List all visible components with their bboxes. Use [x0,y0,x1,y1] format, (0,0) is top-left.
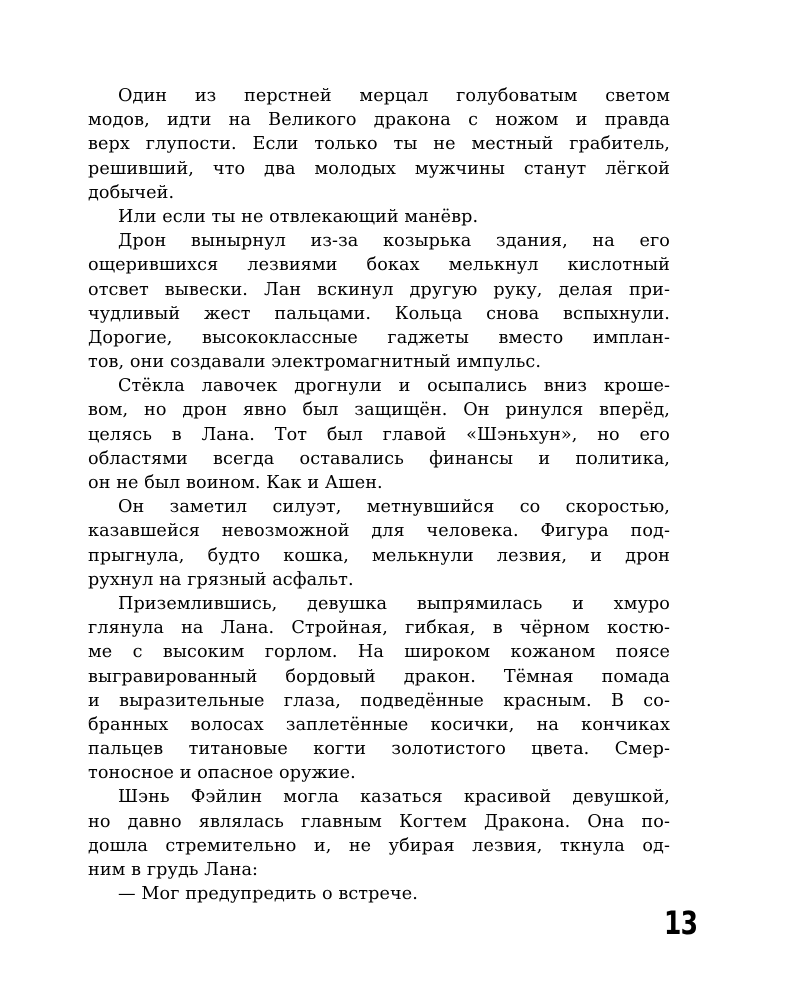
text-line: прыгнула, будто кошка, мелькнули лезвия, и дрон [88,545,670,566]
text-line: казавшейся невозможной для человека. Фигура под- [88,521,670,542]
text-line: Стёкла лавочек дрогнули и осыпались вниз кроше- [118,376,670,397]
text-line: он не был воином. Как и Ашен. [88,473,383,493]
text-line: Один из перстней мерцал голубоватым светом [118,86,670,106]
text-line: но давно являлась главным Когтем Дракона. Она по- [88,811,670,832]
text-line: Шэнь Фэйлин могла казаться красивой девушкой, [118,787,670,808]
text-line: бранных волосах заплетённые косички, на кончиках [88,714,670,735]
text-line: и выразительные глаза, подведённые красным. В со- [88,690,670,711]
text-line: решивший, что два молодых мужчины станут лёгкой [88,158,670,179]
text-line: ме с высоким горлом. На широком кожаном поясе [88,642,670,663]
text-line: верх глупости. Если только ты не местный грабитель, [88,134,670,155]
text-line: модов, идти на Великого дракона с ножом и правда [88,110,670,131]
text-line: Он заметил силуэт, метнувшийся со скоростью, [118,497,670,518]
text-line: добычей. [88,182,175,203]
text-line: Дорогие, высококлассные гаджеты вместо имплан- [88,327,670,348]
text-line: выгравированный бордовый дракон. Тёмная помада [88,666,670,687]
text-line: рухнул на грязный асфальт. [88,569,354,590]
text-line: глянула на Лана. Стройная, гибкая, в чёрном костю- [88,618,670,639]
text-line: областями всегда оставались финансы и политика, [88,448,670,469]
text-line: пальцев титановые когти золотистого цвета. Смер- [88,739,670,760]
text-line: вом, но дрон явно был защищён. Он ринулся вперёд, [88,400,670,421]
text-line: тоносное и опасное оружие. [88,763,356,784]
text-line: ним в грудь Лана: [88,860,259,880]
text-line: дошла стремительно и, не убирая лезвия, ткнула од- [88,835,670,856]
text-line: отсвет вывески. Лан вскинул другую руку, делая при- [88,279,670,300]
text-line: Дрон вынырнул из-за козырька здания, на его [118,231,670,252]
page-number: 13 [664,904,698,942]
text-line: Приземлившись, девушка выпрямилась и хмуро [118,593,670,614]
text-line: — Мог предупредить о встрече. [118,884,418,905]
text-line: тов, они создавали электромагнитный импульс. [88,352,542,373]
text-line: целясь в Лана. Тот был главой «Шэньхун», но его [88,424,670,445]
text-line: Или если ты не отвлекающий манёвр. [118,206,479,227]
text-line: чудливый жест пальцами. Кольца снова вспыхнули. [88,303,670,324]
body-text [88,84,670,906]
text-line: ощерившихся лезвиями боках мелькнул кислотный [88,255,670,276]
